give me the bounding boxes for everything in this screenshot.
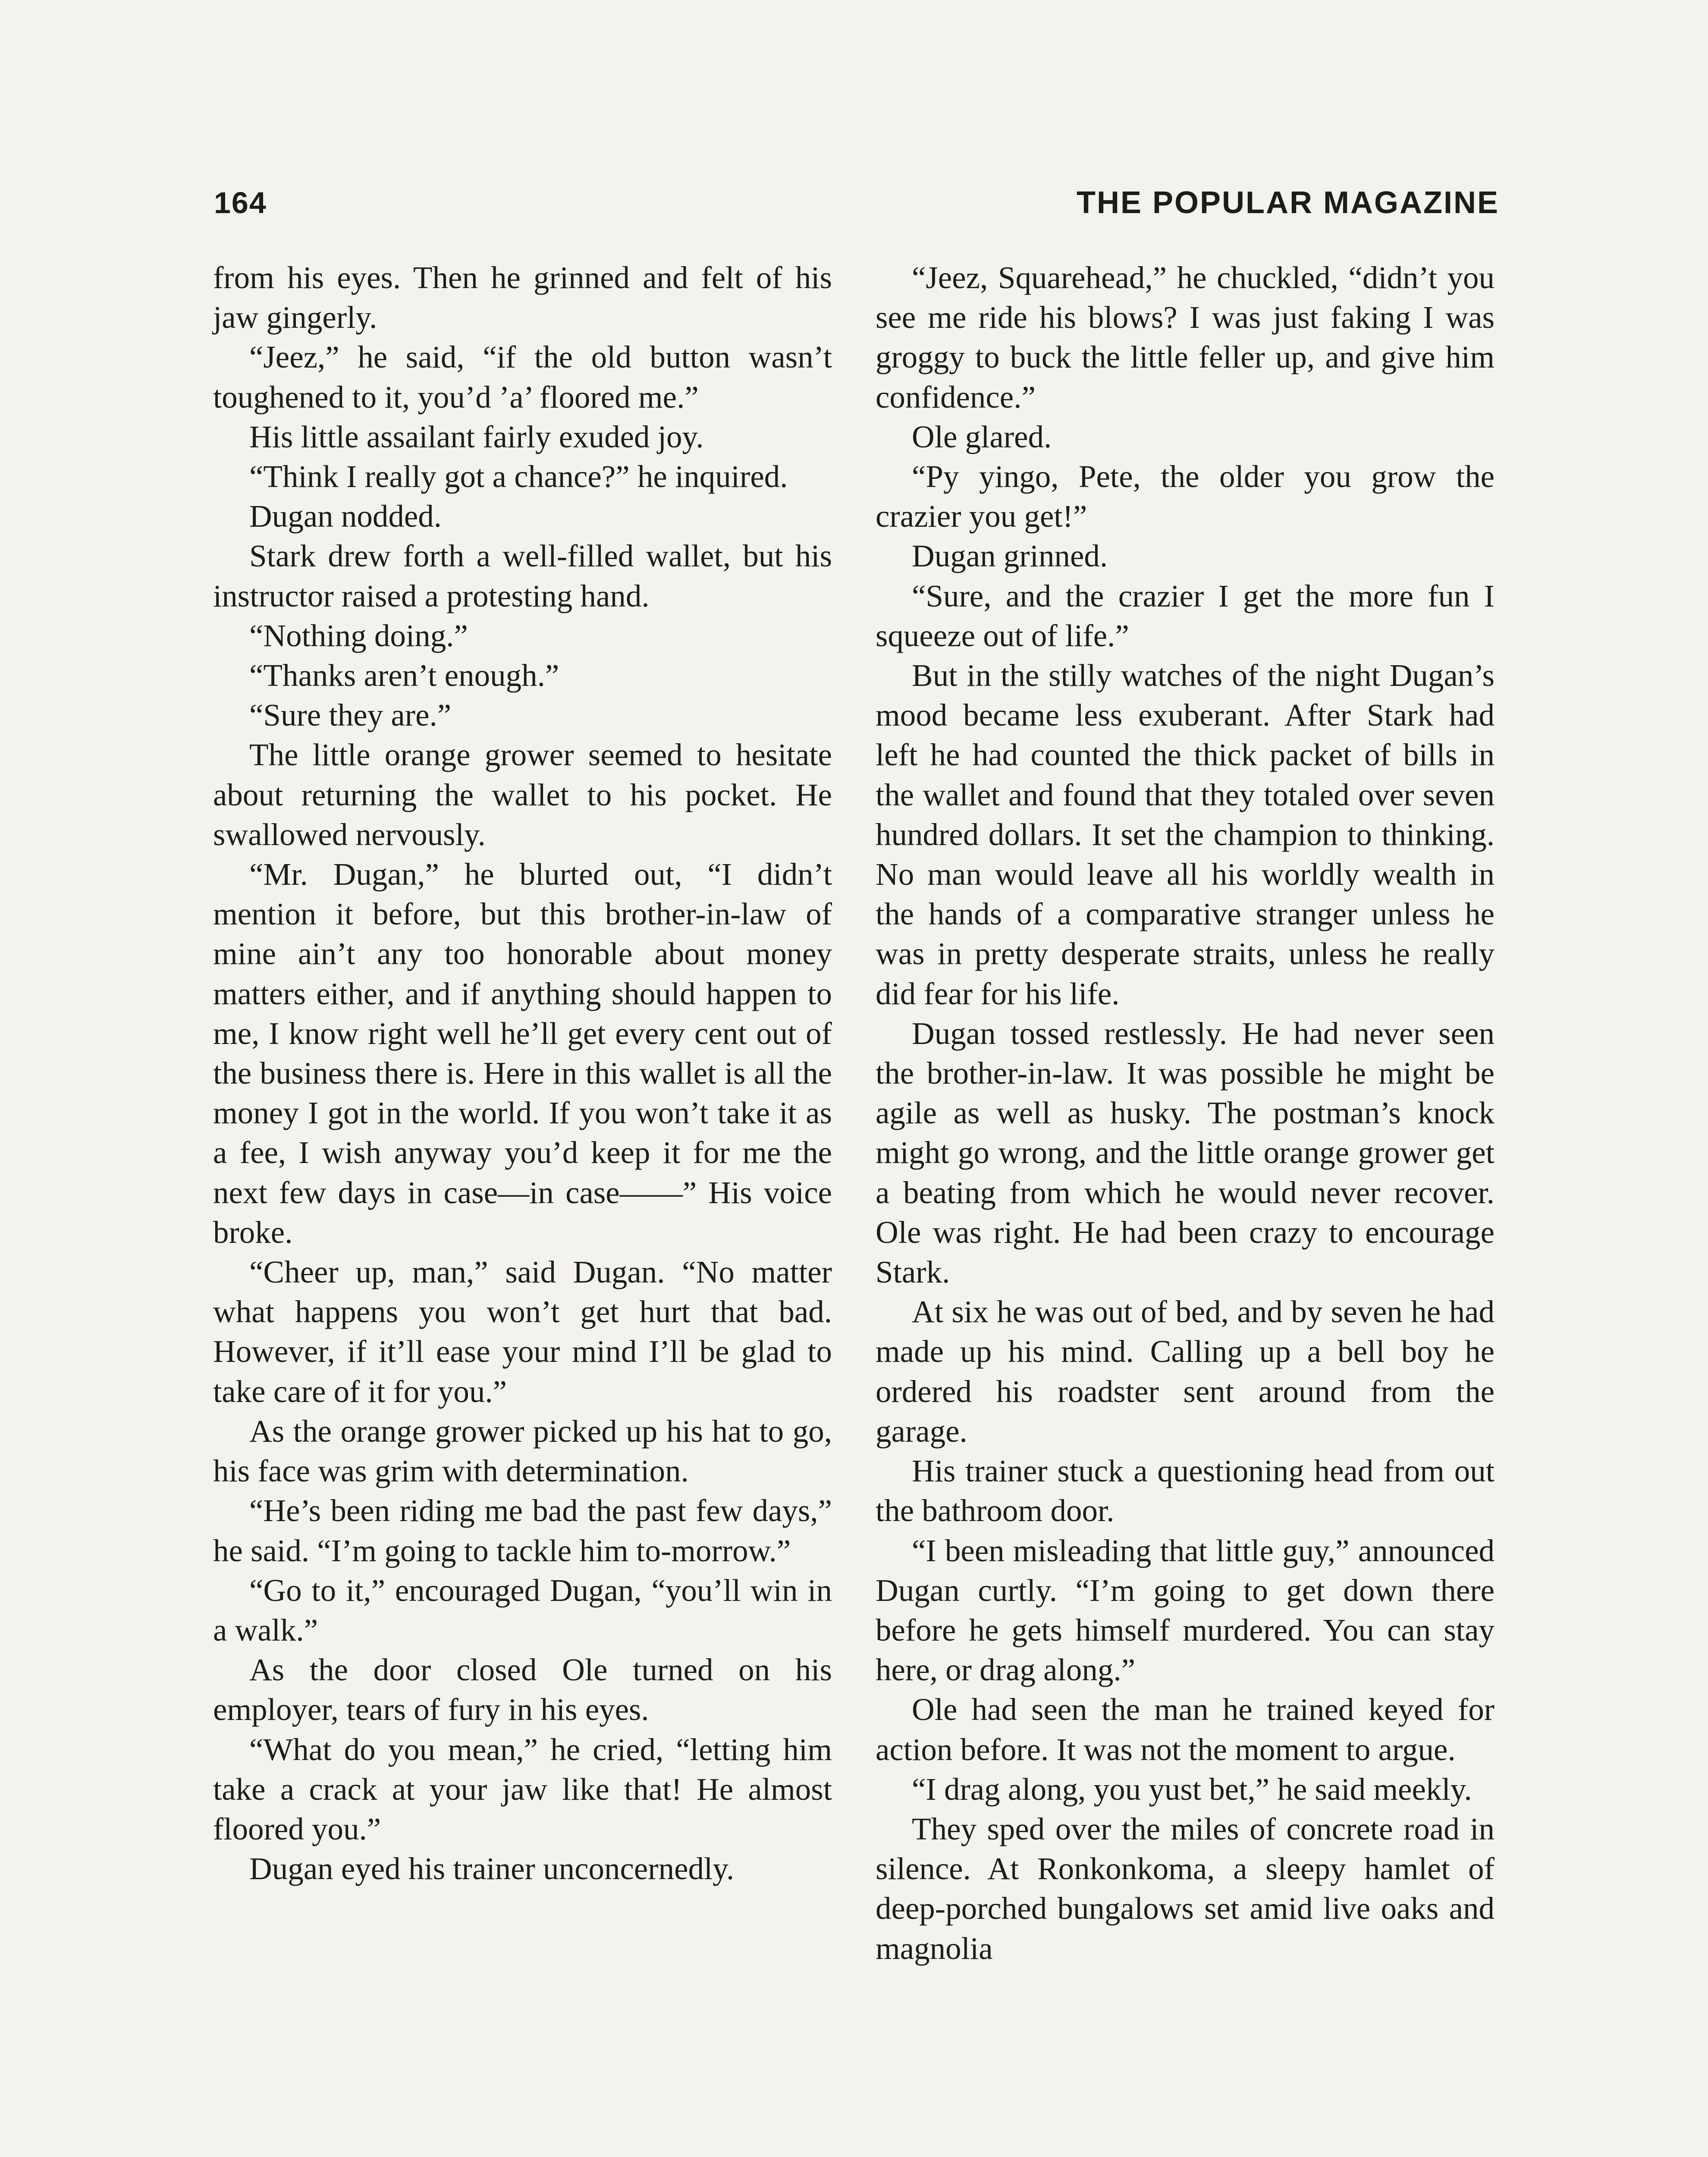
page-number: 164	[214, 186, 267, 220]
paragraph: His little assailant fairly exuded joy.	[249, 419, 704, 454]
paragraph: “What do you mean,” he cried, “letting him take a crack at your jaw like that! He almost floored you.”	[213, 1732, 832, 1846]
paragraph: “Thanks aren’t enough.”	[249, 658, 559, 693]
paragraph: “Py yingo, Pete, the older you grow the crazier you get!”	[876, 459, 1494, 534]
right-column	[876, 258, 1494, 1968]
paragraph: Dugan eyed his trainer unconcernedly.	[249, 1851, 735, 1887]
paragraph: “Sure they are.”	[249, 698, 452, 733]
paragraph: “Mr. Dugan,” he blurted out, “I didn’t mention it before, but this brother-in-law of mine ain’t any too honorable about money matters either, and if anything should happen to me, I know right well he’ll get every cent out of the business there is. Here in this wallet is all the money I got in the world. If you won’t take it as a fee, I wish anyway you’d keep it for me the next few days in case—in case——” His voice broke.	[213, 857, 832, 1250]
running-title: THE POPULAR MAGAZINE	[1076, 186, 1499, 220]
paragraph: Stark drew forth a well-filled wallet, but his instructor raised a protesting hand.	[213, 538, 832, 613]
paragraph: “Jeez, Squarehead,” he chuckled, “didn’t you see me ride his blows? I was just faking I was groggy to buck the little feller up, and give him confidence.”	[876, 260, 1494, 415]
paragraph: “Think I really got a chance?” he inquired.	[249, 459, 788, 494]
paragraph: Ole had seen the man he trained keyed for action before. It was not the moment to argue.	[876, 1692, 1494, 1767]
paragraph: Dugan tossed restlessly. He had never seen the brother-in-law. It was possible he might be agile as well as husky. The postman’s knock might go wrong, and the little orange grower get a beating from which he would never recover. Ole was right. He had been crazy to encourage Stark.	[876, 1016, 1494, 1290]
paragraph: “I been misleading that little guy,” announced Dugan curtly. “I’m going to get down there before he gets himself murdered. You can stay here, or drag along.”	[876, 1533, 1494, 1688]
paragraph: “Jeez,” he said, “if the old button wasn’t toughened to it, you’d ’a’ floored me.”	[213, 340, 832, 415]
paragraph: As the door closed Ole turned on his employer, tears of fury in his eyes.	[213, 1652, 832, 1727]
paragraph: The little orange grower seemed to hesitate about returning the wallet to his pocket. He swallowed nervously.	[213, 737, 832, 852]
paragraph: “Nothing doing.”	[249, 618, 468, 653]
paragraph: Ole glared.	[912, 419, 1052, 454]
paragraph: from his eyes. Then he grinned and felt of his jaw gingerly.	[213, 260, 832, 335]
paragraph: They sped over the miles of concrete road in silence. At Ronkonkoma, a sleepy hamlet of deep-porched bungalows set amid live oaks and magnolia	[876, 1811, 1494, 1966]
paragraph: Dugan grinned.	[912, 538, 1108, 574]
paragraph: But in the stilly watches of the night Dugan’s mood became less exuberant. After Stark had left he had counted the thick packet of bills in the wallet and found that they totaled over seven hundred dollars. It set the champion to thinking. No man would leave all his worldly wealth in the hands of a comparative stranger unless he was in pretty desperate straits, unless he really did fear for his life.	[876, 658, 1494, 1011]
paragraph: Dugan nodded.	[249, 499, 442, 534]
paragraph: “Cheer up, man,” said Dugan. “No matter what happens you won’t get hurt that bad. However, if it’ll ease your mind I’ll be glad to take care of it for you.”	[213, 1255, 832, 1409]
paragraph: “Sure, and the crazier I get the more fun I squeeze out of life.”	[876, 578, 1494, 653]
paragraph: His trainer stuck a questioning head from out the bathroom door.	[876, 1453, 1494, 1528]
left-column	[213, 258, 832, 1889]
paragraph: At six he was out of bed, and by seven he had made up his mind. Calling up a bell boy he ordered his roadster sent around from the garage.	[876, 1294, 1494, 1449]
paragraph: “He’s been riding me bad the past few days,” he said. “I’m going to tackle him to-morrow.”	[213, 1493, 832, 1568]
paragraph: As the orange grower picked up his hat to go, his face was grim with determination.	[213, 1413, 832, 1489]
paragraph: “I drag along, you yust bet,” he said meekly.	[912, 1771, 1472, 1807]
paragraph: “Go to it,” encouraged Dugan, “you’ll win in a walk.”	[213, 1572, 832, 1648]
